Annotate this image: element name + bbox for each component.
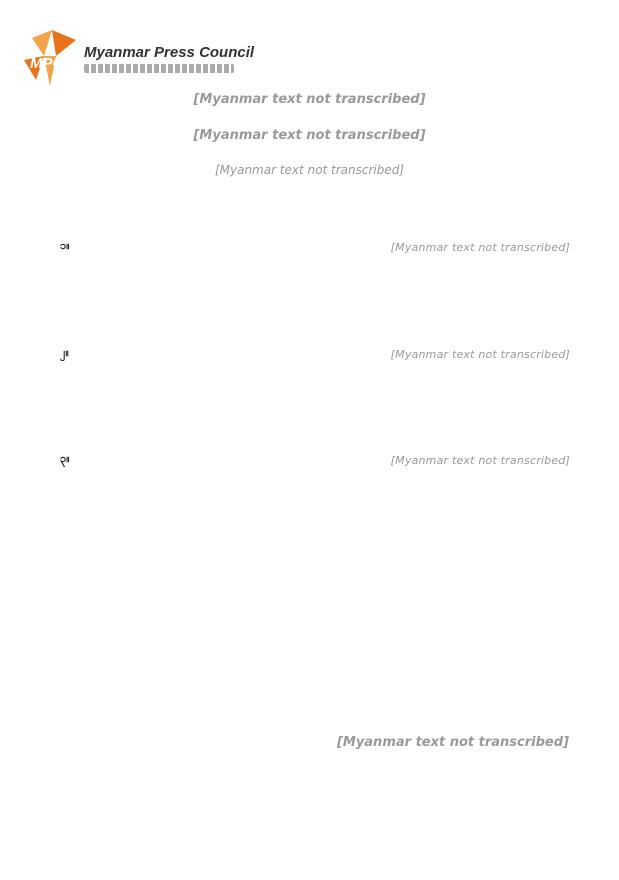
logo-name-en: Myanmar Press Council (84, 44, 255, 61)
paragraph-2 (60, 347, 570, 380)
mpc-logo-text: MPC (30, 55, 64, 72)
paragraph-number: ၂။ (60, 347, 70, 359)
paragraph-text: [Myanmar text not transcribed] (390, 453, 570, 467)
paragraph-number: ၃။ (60, 453, 70, 465)
paragraph-text: [Myanmar text not transcribed] (390, 347, 570, 361)
document-title: [Myanmar text not transcribed] (193, 128, 426, 143)
document-date: [Myanmar text not transcribed] (214, 163, 405, 177)
mpc-logo-icon (22, 30, 82, 90)
logo-name-my (84, 64, 234, 73)
paragraph-number: ၁။ (60, 240, 70, 252)
paragraph-text: [Myanmar text not transcribed] (390, 240, 570, 254)
logo (22, 30, 282, 100)
paragraph-1 (60, 240, 570, 273)
org-name: [Myanmar text not transcribed] (193, 92, 426, 107)
paragraph-3 (60, 453, 570, 486)
signature-block: [Myanmar text not transcribed] (336, 735, 569, 750)
